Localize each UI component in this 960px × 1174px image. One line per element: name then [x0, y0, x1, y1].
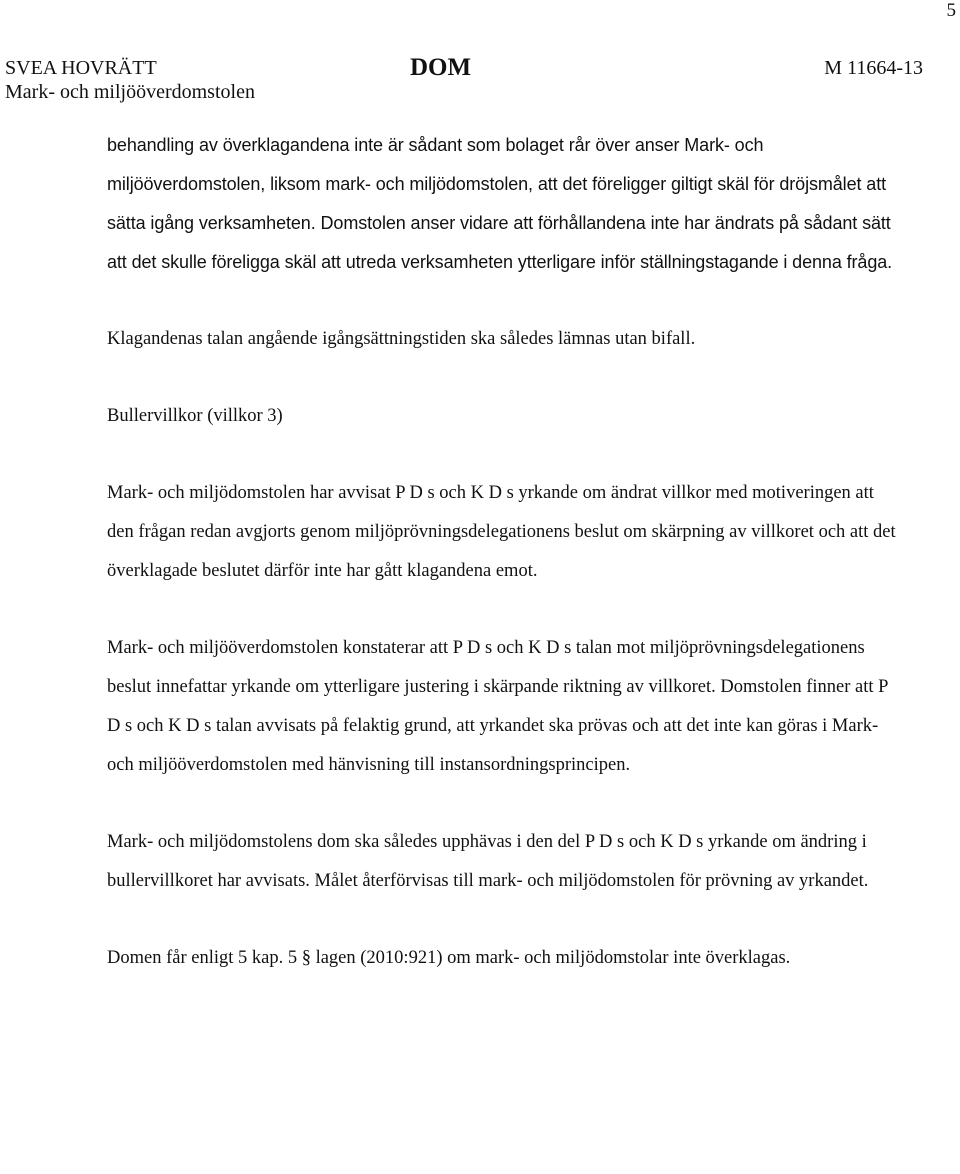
paragraph-lower-court-dismissal: Mark- och miljödomstolen har avvisat P D s och K D s yrkande om ändrat villkor med motiveringen att den frågan redan avgjorts genom miljöprövningsdelegationens beslut om skärpning av villkoret och att det överklagade beslutet därför inte har gått klagandena emot. [107, 483, 896, 581]
document-type: DOM [410, 54, 472, 81]
page-number: 5 [946, 0, 956, 21]
court-name: SVEA HOVRÄTT [5, 57, 157, 79]
paragraph-remand: Mark- och miljödomstolens dom ska således upphävas i den del P D s och K D s yrkande om ändring i bullervillkoret har avvisats. Målet återförvisas till mark- och miljödomstolen för prövning av yrkandet. [107, 832, 869, 891]
court-division: Mark- och miljööverdomstolen [5, 81, 255, 103]
paragraph-delay-reasoning: behandling av överklagandena inte är sådant som bolaget rår över anser Mark- och miljööverdomstolen, liksom mark- och miljödomstolen, att det föreligger giltigt skäl för dröjsmålet att sätta igång verksamheten. Domstolen anser vidare att förhållandena inte har ändrats på sådant sätt att det skulle föreligga skäl att utreda verksamheten ytterligare inför ställningstagande i denna fråga. [107, 135, 893, 272]
paragraph-appeal-court-finding: Mark- och miljööverdomstolen konstaterar att P D s och K D s talan mot miljöprövningsdelegationens beslut innefattar yrkande om ytterligare justering i skärpande riktning av villkoret. Domstolen finner att P D s och K D s talan avvisats på felaktig grund, att yrkandet ska prövas och att det inte kan göras i Mark- och miljööverdomstolen med hänvisning till instansordningsprincipen. [107, 638, 888, 775]
case-number: M 11664-13 [824, 57, 923, 79]
document-body [107, 126, 897, 978]
paragraph-start-time-conclusion: Klagandenas talan angående igångsättningstiden ska således lämnas utan bifall. [107, 329, 696, 349]
paragraph-no-appeal: Domen får enligt 5 kap. 5 § lagen (2010:921) om mark- och miljödomstolar inte överklagas. [107, 948, 791, 968]
section-heading-noise-conditions: Bullervillkor (villkor 3) [107, 406, 283, 426]
document-header [5, 56, 923, 106]
